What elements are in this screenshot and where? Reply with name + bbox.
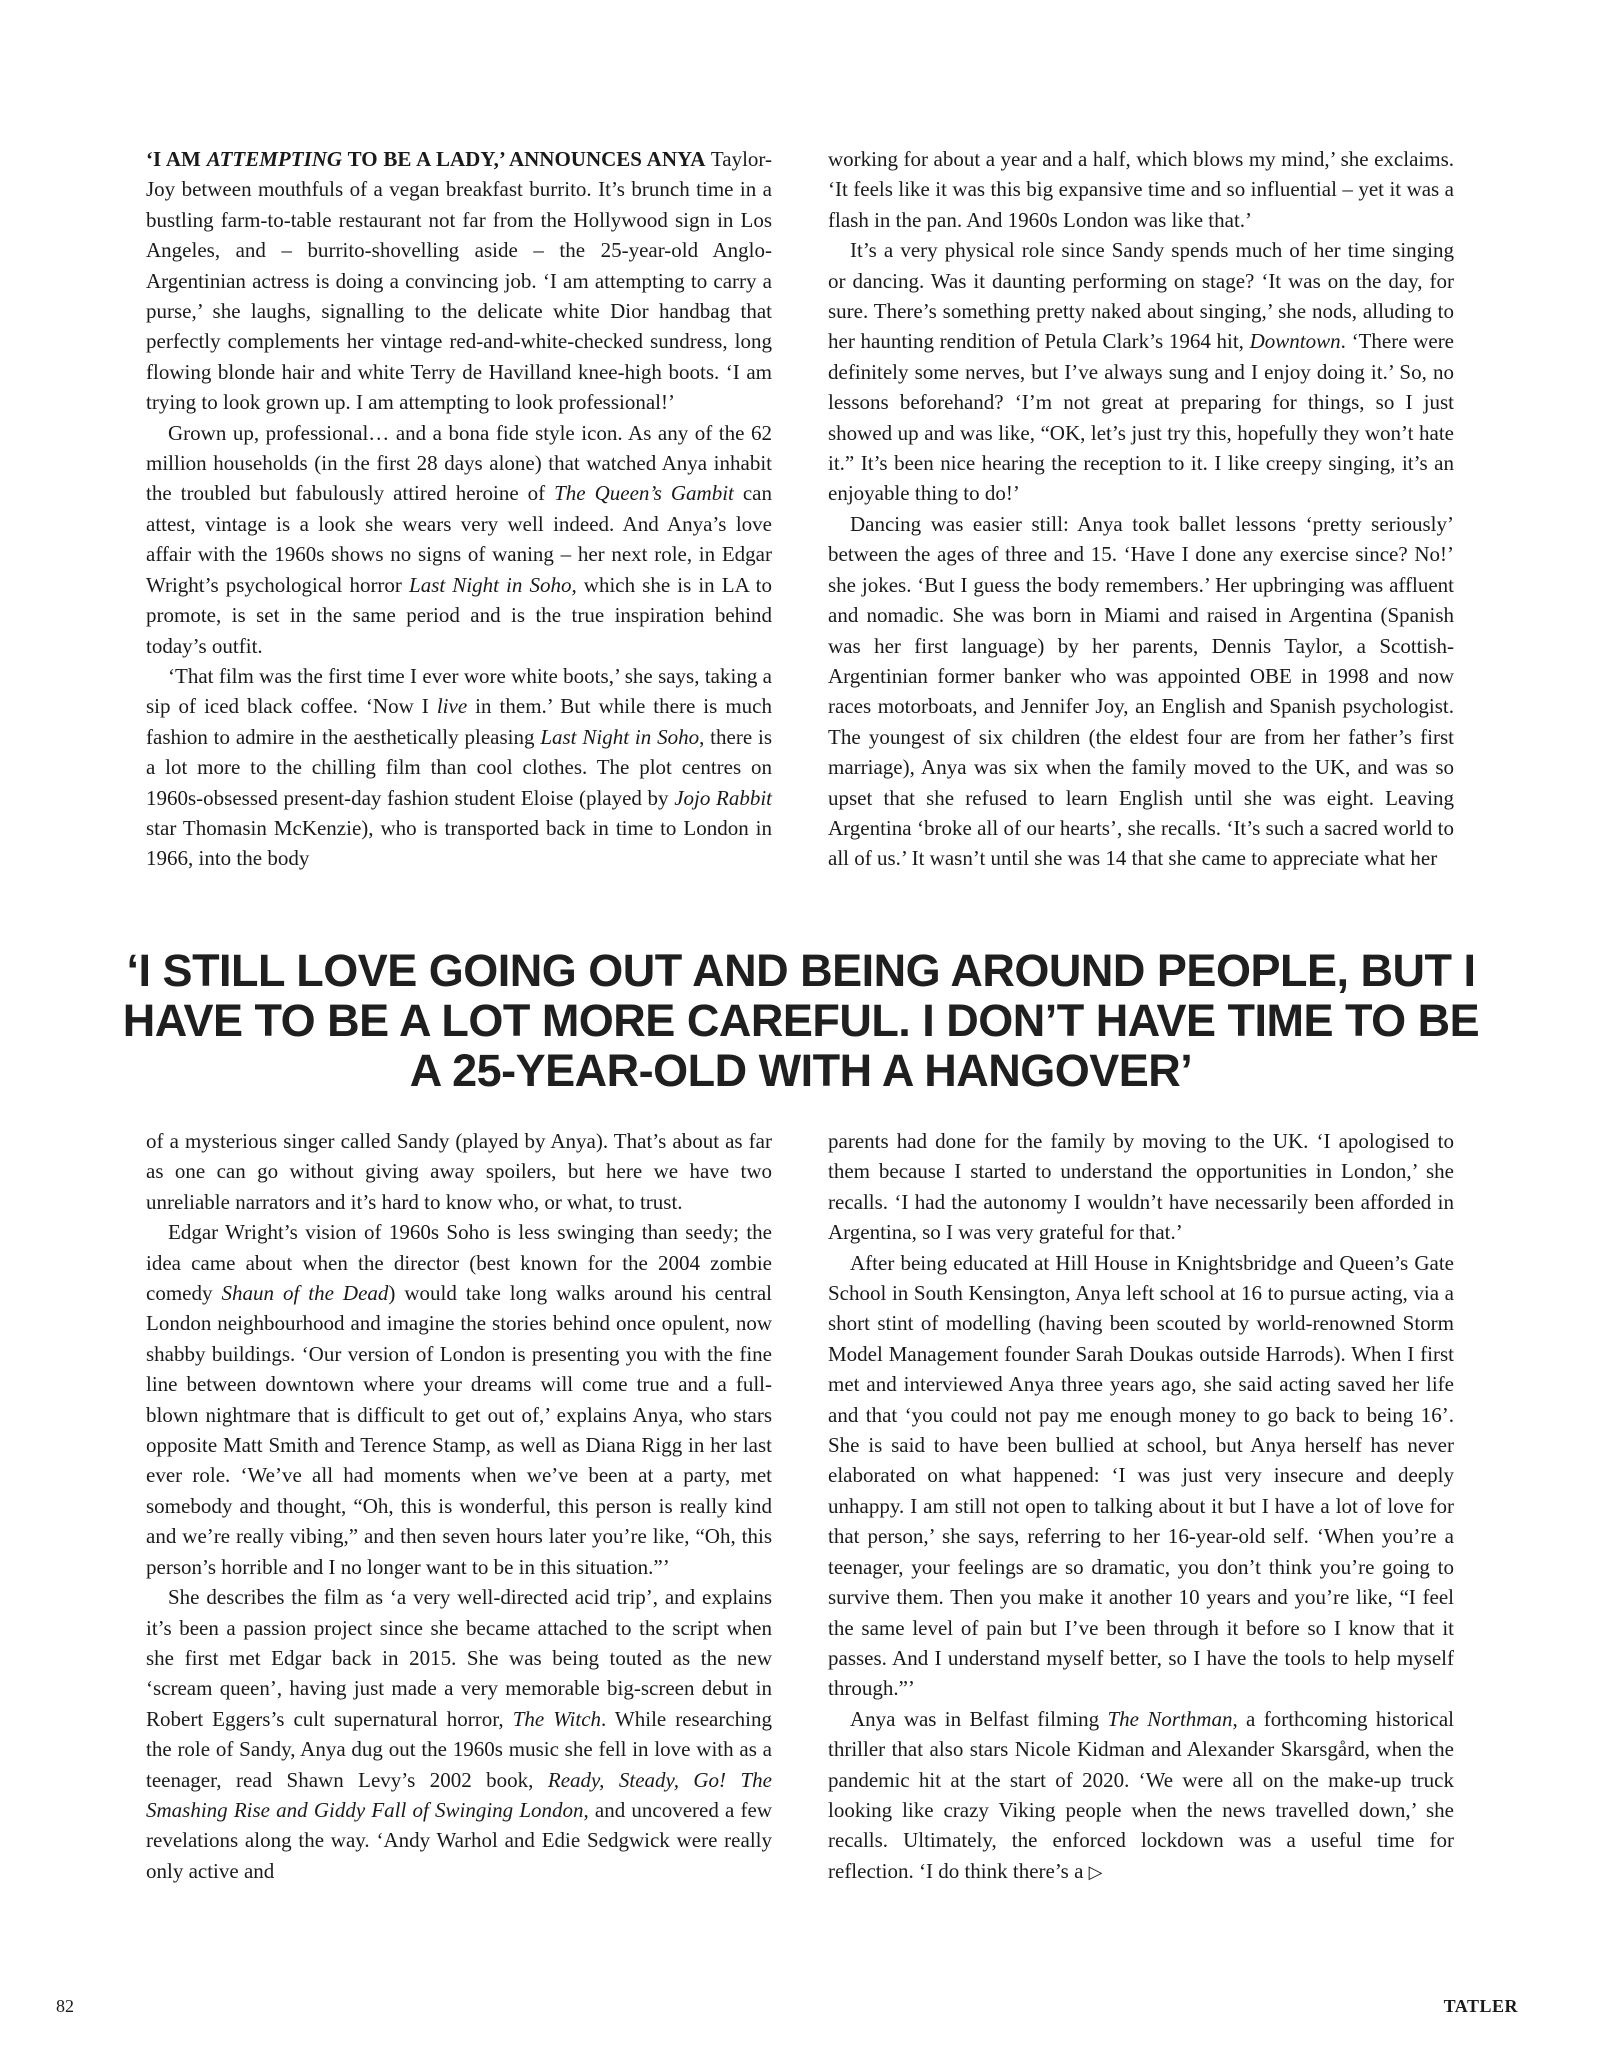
article-paragraph: It’s a very physical role since Sandy spends much of her time singing or dancing. Was it daunting performing on stage? ‘It was on the day, for sure. There’s something pretty naked about singing,’ she nods, alluding to her haunting rendition of Petula Clark’s 1964 hit, Downtown. ‘There were definitely some nerves, but I’ve always sung and I enjoy doing it.’ So, no lessons beforehand? ‘I’m not great at preparing for things, so I just showed up and was like, “OK, let’s just try this, hopefully they won’t hate it.” It’s been nice hearing the reception to it. I like creepy singing, it’s an enjoyable thing to do!’ (828, 238, 1455, 506)
article-paragraph: of a mysterious singer called Sandy (played by Anya). That’s about as far as one can go without giving away spoilers, but here we have two unreliable narrators and it’s hard to know who, or what, to trust. (146, 1129, 772, 1214)
article-column-3 (146, 1126, 772, 1886)
article-column-1 (146, 144, 772, 874)
lead-in: ‘I AM ATTEMPTING TO BE A LADY,’ ANNOUNCES ANYA (146, 147, 706, 171)
article-paragraph: Anya was in Belfast filming The Northman, a forthcoming historical thriller that also stars Nicole Kidman and Alexander Skarsgård, when the pandemic hit at the start of 2020. ‘We were all on the make-up truck looking like crazy Viking people when the news travelled down,’ she recalls. Ultimately, the enforced lockdown was a useful time for reflection. ‘I do think there’s a ▷ (828, 1706, 1454, 1883)
article-paragraph: After being educated at Hill House in Knightsbridge and Queen’s Gate School in South Kensington, Anya left school at 16 to pursue acting, via a short stint of modelling (having been scouted by world-renowned Storm Model Management founder Sarah Doukas outside Harrods). When I first met and interviewed Anya three years ago, she said acting saved her life and that ‘you could not pay me enough money to go back to being 16’. She is said to have been bullied at school, but Anya herself has never elaborated on what happened: ‘I was just very insecure and deeply unhappy. I am still not open to talking about it but I have a lot of love for that person,’ she says, referring to her 16-year-old self. ‘When you’re a teenager, your feelings are so dramatic, you don’t think you’re going to survive them. Then you make it another 10 years and you’re like, “I feel the same level of pain but I’ve been through it before so I know that it passes. And I understand myself better, so I have the tools to help myself through.”’ (828, 1250, 1454, 1701)
continue-arrow-icon: ▷ (1088, 1861, 1103, 1883)
article-paragraph: working for about a year and a half, which blows my mind,’ she exclaims. ‘It feels like it was this big expansive time and so influential – yet it was a flash in the pan. And 1960s London was like that.’ (828, 147, 1454, 232)
magazine-name: TATLER (1443, 1996, 1518, 2016)
article-paragraph: She describes the film as ‘a very well-directed acid trip’, and explains it’s been a passion project since she became attached to the script when she first met Edgar back in 2015. She was being touted as the new ‘scream queen’, having just made a very memorable big-screen debut in Robert Eggers’s cult supernatural horror, The Witch. While researching the role of Sandy, Anya dug out the 1960s music she fell in love with as a teenager, read Shawn Levy’s 2002 book, Ready, Steady, Go! The Smashing Rise and Giddy Fall of Swinging London, and uncovered a few revelations along the way. ‘Andy Warhol and Edie Sedgwick were really only active and (146, 1585, 773, 1883)
article-column-4 (828, 1126, 1454, 1888)
article-paragraph: Grown up, professional… and a bona fide style icon. As any of the 62 million households (in the first 28 days alone) that watched Anya inhabit the troubled but fabulously attired heroine of The Queen’s Gambit can attest, vintage is a look she wears very well indeed. And Anya’s love affair with the 1960s shows no signs of waning – her next role, in Edgar Wright’s psychological horror Last Night in Soho, which she is in LA to promote, is set in the same period and is the true inspiration behind today’s outfit. (146, 420, 772, 658)
article-paragraph: Edgar Wright’s vision of 1960s Soho is less swinging than seedy; the idea came about when the director (best known for the 2004 zombie comedy Shaun of the Dead) would take long walks around his central London neighbourhood and imagine the stories behind once opulent, now shabby buildings. ‘Our version of London is presenting you with the fine line between downtown where your dreams will come true and a full-blown nightmare that is difficult to get out of,’ explains Anya, who stars opposite Matt Smith and Terence Stamp, as well as Diana Rigg in her last ever role. ‘We’ve all had moments when we’ve been at a party, met somebody and thought, “Oh, this is wonderful, this person is really kind and we’re really vibing,” and then seven hours later you’re like, “Oh, this person’s horrible and I no longer want to be in this situation.”’ (146, 1220, 772, 1579)
article-paragraph: Dancing was easier still: Anya took ballet lessons ‘pretty seriously’ between the ages of three and 15. ‘Have I done any exercise since? No!’ she jokes. ‘But I guess the body remembers.’ Her upbringing was affluent and nomadic. She was born in Miami and raised in Argentina (Spanish was her first language) by her parents, Dennis Taylor, a Scottish-Argentinian former banker who was appointed OBE in 1998 and now races motorboats, and Jennifer Joy, an English and Spanish psychologist. The youngest of six children (the eldest four are from her father’s first marriage), Anya was six when the family moved to the UK, and was so upset that she refused to learn English until she was eight. Leaving Argentina ‘broke all of our hearts’, she recalls. ‘It’s such a sacred world to all of us.’ It wasn’t until she was 14 that she came to appreciate what her (828, 511, 1454, 871)
article-paragraph: ‘That film was the first time I ever wore white boots,’ she says, taking a sip of iced black coffee. ‘Now I live in them.’ But while there is much fashion to admire in the aesthetically pleasing Last Night in Soho, there is a lot more to the chilling film than cool clothes. The plot centres on 1960s-obsessed present-day fashion student Eloise (played by Jojo Rabbit star Thomasin McKenzie), who is transported back in time to London in 1966, into the body (146, 663, 773, 871)
pull-quote: ‘I STILL LOVE GOING OUT AND BEING AROUND PEOPLE, BUT I HAVE TO BE A LOT MORE CAREFUL. I DON’T HAVE TIME TO BE A 25-YEAR-OLD WITH A HANGOVER’ (122, 945, 1480, 1096)
article-paragraph: parents had done for the family by moving to the UK. ‘I apologised to them because I started to understand the opportunities in London,’ she recalls. ‘I had the autonomy I wouldn’t have necessarily been afforded in Argentina, so I was very grateful for that.’ (828, 1129, 1454, 1245)
article-column-2 (828, 144, 1454, 874)
page-number: 82 (56, 1996, 74, 2016)
article-paragraph: ‘I AM ATTEMPTING TO BE A LADY,’ ANNOUNCES ANYA Taylor-Joy between mouthfuls of a vegan breakfast burrito. It’s brunch time in a bustling farm-to-table restaurant not far from the Hollywood sign in Los Angeles, and – burrito-shovelling aside – the 25-year-old Anglo-Argentinian actress is doing a convincing job. ‘I am attempting to carry a purse,’ she laughs, signalling to the delicate white Dior handbag that perfectly complements her vintage red-and-white-checked sundress, long flowing blonde hair and white Terry de Havilland knee-high boots. ‘I am trying to look grown up. I am attempting to look professional!’ (146, 147, 772, 415)
